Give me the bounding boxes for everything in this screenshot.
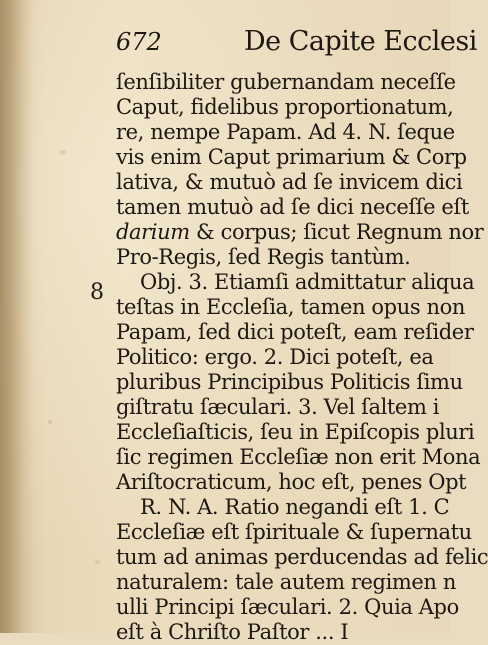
line-text: & corpus; ſicut Regnum nor (189, 220, 484, 244)
line-text: eſt à Chriſto Paſtor ... I (116, 620, 349, 644)
paragraph-margin-number: 8 (90, 280, 104, 305)
running-head: De Capite Ecclesi (244, 26, 477, 57)
page-number: 672 (116, 28, 162, 56)
text-line (116, 420, 475, 445)
text-line (116, 170, 463, 195)
line-text: Pro-Regis, ſed Regis tantùm. (116, 245, 411, 269)
line-text: Obj. 3. Etiamſi admittatur aliqua (140, 270, 475, 294)
text-line (116, 320, 474, 345)
text-line (116, 595, 459, 620)
text-line (116, 145, 467, 170)
line-text: Ariſtocraticum, hoc eſt, penes Opt (116, 470, 467, 494)
italic-word: darium (116, 220, 190, 244)
text-line (116, 95, 454, 120)
line-text: vis enim Caput primarium & Corp (116, 145, 467, 169)
line-text: Papam, ſed dici poteſt, eam reſider (116, 320, 474, 344)
text-line (116, 70, 456, 95)
body-text (116, 70, 488, 645)
text-line (116, 120, 455, 145)
text-line (116, 545, 488, 570)
text-line (116, 295, 465, 320)
line-text: naturalem: tale autem regimen n (116, 570, 456, 594)
paper-spot (95, 560, 100, 564)
line-text: ſic regimen Eccleſiæ non erit Mona (116, 445, 481, 469)
line-text: giſtratu ſæculari. 3. Vel ſaltem i (116, 395, 440, 419)
line-text: Eccleſiaſticis, ſeu in Epiſcopis pluri (116, 420, 475, 444)
page-header (116, 22, 477, 57)
line-text: tamen mutuò ad ſe dici neceſſe eſt (116, 195, 469, 219)
text-line (116, 270, 475, 295)
line-text: pluribus Principibus Politicis ſimu (116, 370, 463, 394)
line-text: ulli Principi ſæculari. 2. Quia Apo (116, 595, 459, 619)
line-text: R. N. A. Ratio negandi eſt 1. C (140, 495, 450, 519)
paper-spot (60, 150, 66, 155)
line-text: ſenſibiliter gubernandam neceſſe (116, 70, 456, 94)
text-line (116, 620, 450, 645)
text-line (116, 570, 456, 595)
line-text: Politico: ergo. 2. Dici poteſt, ea (116, 345, 434, 369)
text-line (116, 495, 450, 520)
text-line (116, 245, 450, 270)
text-line (116, 370, 463, 395)
text-line (116, 470, 467, 495)
text-line (116, 520, 472, 545)
line-text: teſtas in Eccleſia, tamen opus non (116, 295, 465, 319)
line-text: lativa, & mutuò ad ſe invicem dici (116, 170, 463, 194)
text-line (116, 220, 484, 245)
text-line (116, 195, 469, 220)
line-text: re, nempe Papam. Ad 4. N. ſeque (116, 120, 455, 144)
line-text: Eccleſiæ eſt ſpirituale & ſupernatu (116, 520, 472, 544)
paper-spot (48, 420, 52, 424)
text-line (116, 395, 450, 420)
line-text: tum ad animas perducendas ad felic (116, 545, 488, 569)
text-line (116, 345, 450, 370)
line-text: Caput, fidelibus proportionatum, (116, 95, 454, 119)
text-line (116, 445, 481, 470)
page-gutter-shadow (0, 0, 34, 633)
